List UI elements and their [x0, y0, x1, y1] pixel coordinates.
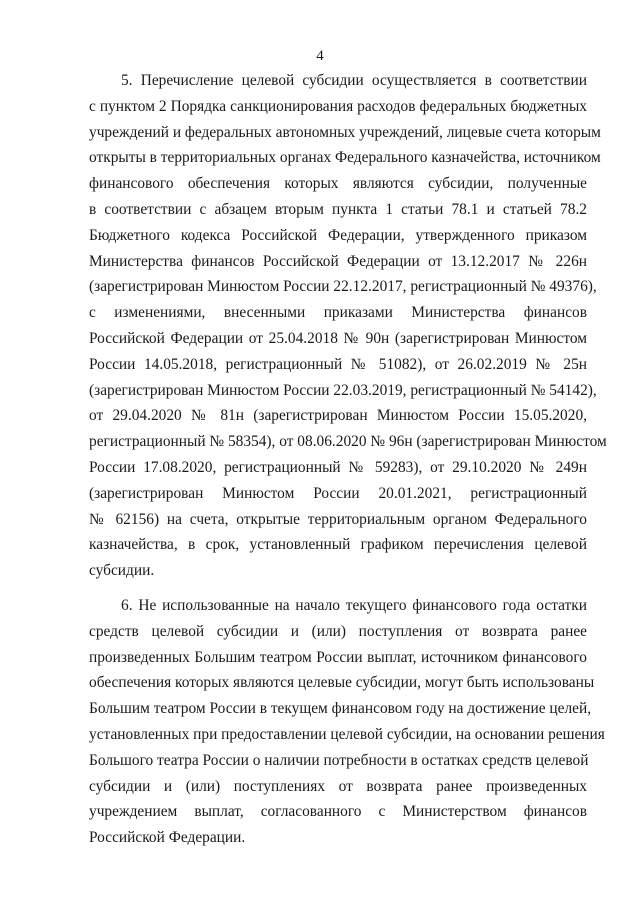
paragraph-line: России 17.08.2020, регистрационный № 59283), от 29.10.2020 № 249н	[89, 458, 587, 476]
paragraph-line: в соответствии с абзацем вторым пункта 1 статьи 78.1 и статьей 78.2	[89, 200, 587, 218]
document-body	[89, 68, 607, 851]
paragraph-line: (зарегистрирован Минюстом России 22.03.2019, регистрационный № 54142),	[89, 381, 597, 399]
paragraph-line: (зарегистрирован Минюстом России 22.12.2017, регистрационный № 49376),	[89, 278, 597, 296]
paragraph-line: Российской Федерации от 25.04.2018 № 90н (зарегистрирован Минюстом	[89, 329, 587, 347]
paragraph-line: России 14.05.2018, регистрационный № 51082), от 26.02.2019 № 25н	[89, 355, 587, 373]
paragraph-line: Российской Федерации.	[89, 829, 246, 847]
paragraph-line: произведенных Большим театром России выплат, источником финансового	[89, 648, 587, 666]
paragraph-line: субсидии.	[89, 562, 155, 580]
page-number: 4	[316, 48, 324, 64]
paragraph-line: с пунктом 2 Порядка санкционирования расходов федеральных бюджетных	[89, 97, 587, 115]
paragraph-spacer	[89, 584, 587, 593]
paragraph-line: Министерства финансов Российской Федерации от 13.12.2017 № 226н	[89, 252, 587, 270]
paragraph-5	[89, 68, 607, 584]
paragraph-line: (зарегистрирован Минюстом России 20.01.2021, регистрационный	[89, 484, 587, 502]
paragraph-line: установленных при предоставлении целевой субсидии, на основании решения	[89, 725, 605, 743]
paragraph-line: № 62156) на счета, открытые территориальным органом Федерального	[89, 510, 587, 528]
paragraph-line: субсидии и (или) поступлениях от возврата ранее произведенных	[89, 777, 587, 795]
paragraph-line: от 29.04.2020 № 81н (зарегистрирован Минюстом России 15.05.2020,	[89, 407, 587, 425]
paragraph-line: Большого театра России о наличии потребности в остатках средств целевой	[89, 751, 589, 769]
paragraph-line: казначейства, в срок, установленный графиком перечисления целевой	[89, 536, 587, 554]
paragraph-line: средств целевой субсидии и (или) поступления от возврата ранее	[89, 622, 587, 640]
paragraph-line: 6. Не использованные на начало текущего финансового года остатки	[121, 596, 587, 614]
paragraph-line: 5. Перечисление целевой субсидии осуществляется в соответствии	[121, 72, 587, 89]
paragraph-line: с изменениями, внесенными приказами Министерства финансов	[89, 304, 587, 322]
paragraph-line: открыты в территориальных органах Федерального казначейства, источником	[89, 149, 601, 167]
paragraph-line: учреждением выплат, согласованного с Министерством финансов	[89, 803, 587, 821]
paragraph-6	[89, 593, 605, 851]
paragraph-line: учреждений и федеральных автономных учреждений, лицевые счета которым	[89, 123, 601, 141]
paragraph-line: Бюджетного кодекса Российской Федерации, утвержденного приказом	[89, 226, 587, 244]
paragraph-line: регистрационный № 58354), от 08.06.2020 № 96н (зарегистрирован Минюстом	[89, 433, 607, 451]
paragraph-line: Большим театром России в текущем финансовом году на достижение целей,	[89, 700, 592, 718]
paragraph-line: обеспечения которых являются целевые субсидии, могут быть использованы	[89, 674, 595, 692]
paragraph-line: финансового обеспечения которых являются субсидии, полученные	[89, 175, 587, 193]
